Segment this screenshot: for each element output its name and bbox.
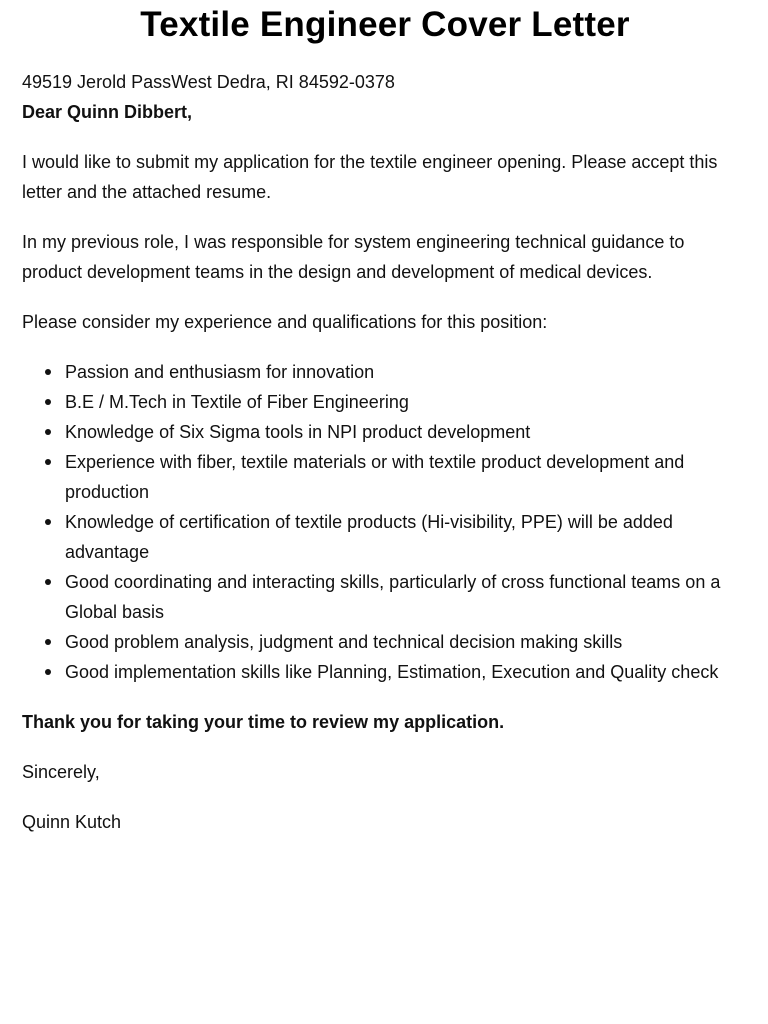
list-item-text: Experience with fiber, textile materials or with textile product development and production xyxy=(65,452,685,502)
bullet-icon xyxy=(45,519,51,525)
list-item-text: Good coordinating and interacting skills, particularly of cross functional teams on a Global basis xyxy=(65,572,721,622)
bullet-icon xyxy=(45,579,51,585)
sender-address: 49519 Jerold PassWest Dedra, RI 84592-0378 xyxy=(22,72,395,92)
list-item-text: Passion and enthusiasm for innovation xyxy=(65,362,375,382)
list-item-text: B.E / M.Tech in Textile of Fiber Engineering xyxy=(65,392,409,412)
thank-you-line: Thank you for taking your time to review my application. xyxy=(22,712,505,732)
salutation: Dear Quinn Dibbert, xyxy=(22,102,193,122)
list-item xyxy=(22,657,748,687)
signature: Quinn Kutch xyxy=(22,812,122,832)
bullet-icon xyxy=(45,459,51,465)
page-title: Textile Engineer Cover Letter xyxy=(140,5,630,44)
bullet-icon xyxy=(45,429,51,435)
list-item xyxy=(22,357,748,387)
closing: Sincerely, xyxy=(22,762,100,782)
list-item-text: Knowledge of certification of textile products (Hi-visibility, PPE) will be added advantage xyxy=(65,512,673,562)
qualifications-list xyxy=(22,357,748,687)
qualifications-intro: Please consider my experience and qualifications for this position: xyxy=(22,312,548,332)
bullet-icon xyxy=(45,399,51,405)
list-item-text: Good problem analysis, judgment and technical decision making skills xyxy=(65,632,623,652)
list-item-text: Good implementation skills like Planning, Estimation, Execution and Quality check xyxy=(65,662,719,682)
bullet-icon xyxy=(45,669,51,675)
experience-paragraph: In my previous role, I was responsible for system engineering technical guidance to product development teams in the design and development of medical devices. xyxy=(22,232,685,282)
list-item-text: Knowledge of Six Sigma tools in NPI product development xyxy=(65,422,531,442)
bullet-icon xyxy=(45,639,51,645)
list-item xyxy=(22,567,748,627)
bullet-icon xyxy=(45,369,51,375)
list-item xyxy=(22,417,748,447)
intro-paragraph: I would like to submit my application for the textile engineer opening. Please accept this letter and the attached resume. xyxy=(22,152,718,202)
list-item xyxy=(22,507,748,567)
list-item xyxy=(22,387,748,417)
list-item xyxy=(22,447,748,507)
list-item xyxy=(22,627,748,657)
